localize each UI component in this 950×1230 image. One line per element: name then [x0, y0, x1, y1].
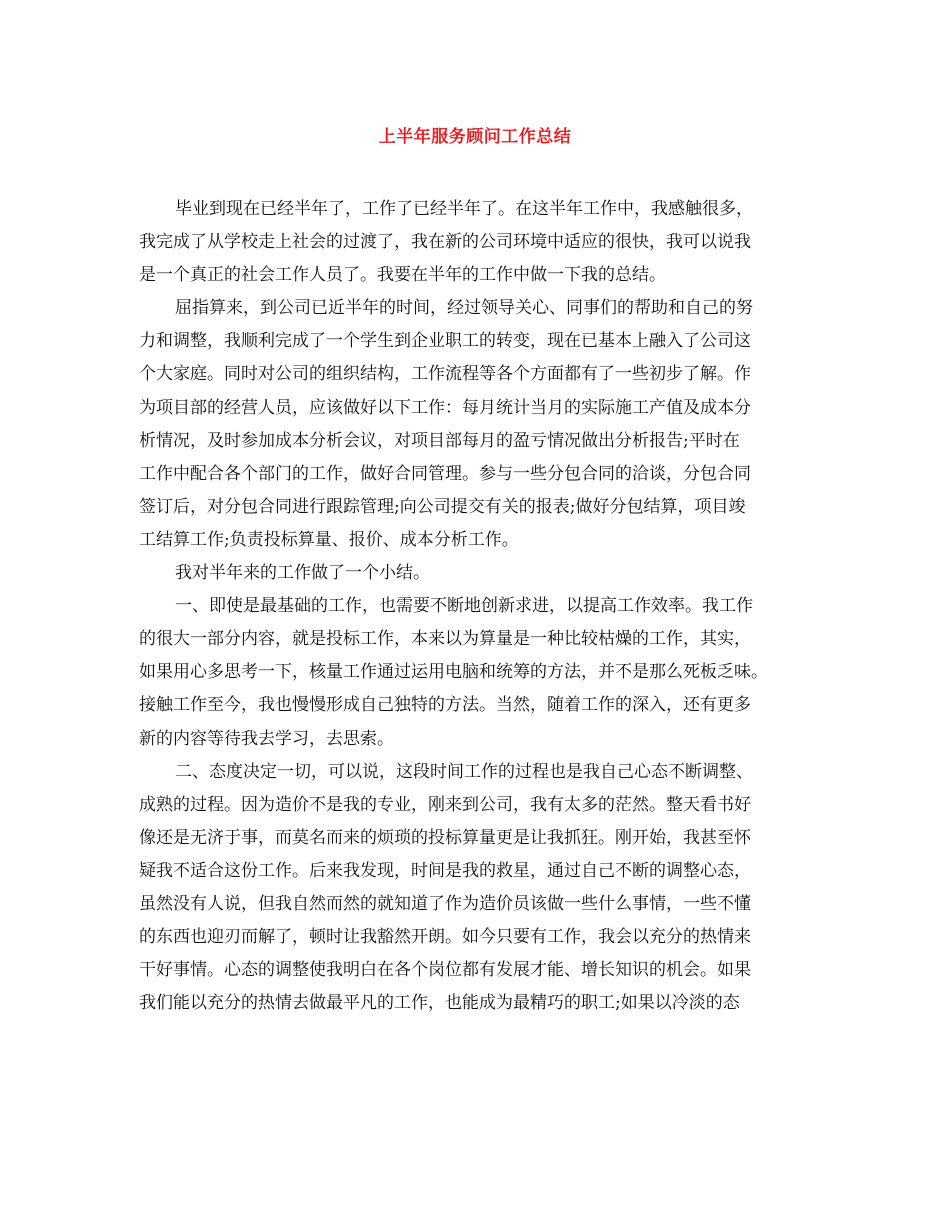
body-line: 我对半年来的工作做了一个小结。 — [175, 563, 430, 584]
body-line: 是一个真正的社会工作人员了。我要在半年的工作中做一下我的总结。 — [139, 265, 666, 286]
body-line: 的很大一部分内容，就是投标工作，本来以为算量是一种比较枯燥的工作，其实， — [139, 629, 751, 650]
body-line: 为项目部的经营人员，应该做好以下工作：每月统计当月的实际施工产值及成本分 — [139, 397, 751, 418]
body-line: 虽然没有人说，但我自然而然的就知道了作为造价员该做一些什么事情，一些不懂 — [139, 893, 751, 914]
body-line: 二、态度决定一切，可以说，这段时间工作的过程也是我自己心态不断调整、 — [175, 761, 753, 782]
body-line: 像还是无济于事，而莫名而来的烦琐的投标算量更是让我抓狂。刚开始，我甚至怀 — [139, 827, 751, 848]
document-title: 上半年服务顾问工作总结 — [378, 127, 572, 147]
body-line: 屈指算来，到公司已近半年的时间，经过领导关心、同事们的帮助和自己的努 — [175, 298, 753, 319]
body-line: 接触工作至今，我也慢慢形成自己独特的方法。当然，随着工作的深入，还有更多 — [139, 695, 751, 716]
body-line: 一、即使是最基础的工作，也需要不断地创新求进，以提高工作效率。我工作 — [175, 596, 753, 617]
body-line: 毕业到现在已经半年了，工作了已经半年了。在这半年工作中，我感触很多， — [175, 199, 753, 219]
body-line: 工作中配合各个部门的工作，做好合同管理。参与一些分包合同的洽谈，分包合同 — [139, 463, 751, 484]
body-line: 干好事情。心态的调整使我明白在各个岗位都有发展才能、增长知识的机会。如果 — [139, 960, 751, 981]
document-body — [139, 193, 823, 1020]
body-line: 析情况，及时参加成本分析会议，对项目部每月的盈亏情况做出分析报告;平时在 — [139, 430, 740, 451]
body-line: 新的内容等待我去学习，去思索。 — [139, 728, 394, 749]
body-line: 力和调整，我顺利完成了一个学生到企业职工的转变，现在已基本上融入了公司这 — [139, 331, 751, 352]
body-line: 如果用心多思考一下，核量工作通过运用电脑和统筹的方法，并不是那么死板乏味。 — [139, 662, 768, 683]
body-line: 签订后，对分包合同进行跟踪管理;向公司提交有关的报表;做好分包结算，项目竣 — [139, 496, 746, 517]
body-line: 疑我不适合这份工作。后来我发现，时间是我的救星，通过自己不断的调整心态， — [139, 860, 751, 881]
body-line: 我完成了从学校走上社会的过渡了，我在新的公司环境中适应的很快，我可以说我 — [139, 232, 751, 253]
body-line: 的东西也迎刃而解了，顿时让我豁然开朗。如今只要有工作，我会以充分的热情来 — [139, 927, 751, 948]
body-line: 个大家庭。同时对公司的组织结构，工作流程等各个方面都有了一些初步了解。作 — [139, 364, 751, 385]
body-line: 工结算工作;负责投标算量、报价、成本分析工作。 — [139, 529, 519, 550]
body-line: 成熟的过程。因为造价不是我的专业，刚来到公司，我有太多的茫然。整天看书好 — [139, 794, 751, 815]
body-line: 我们能以充分的热情去做最平凡的工作，也能成为最精巧的职工;如果以冷淡的态 — [139, 993, 740, 1014]
